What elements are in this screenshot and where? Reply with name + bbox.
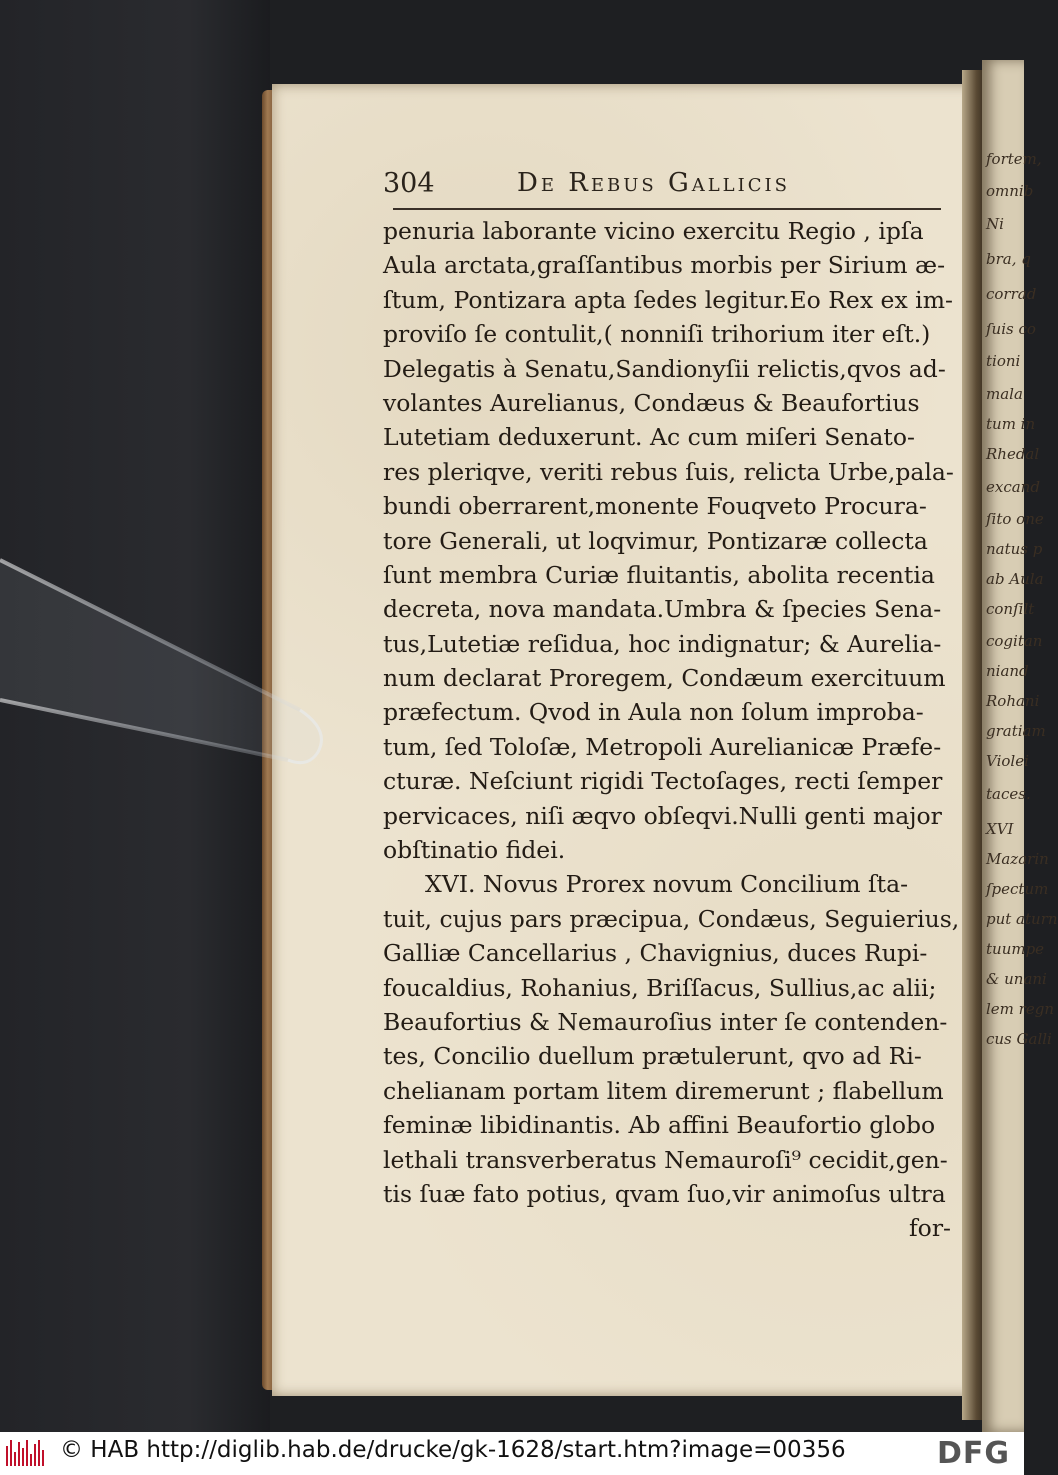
facing-page-fragment: Mazarin bbox=[986, 850, 1049, 868]
text-line: tis ſuæ fato potius, qvam ſuo,vir animoſus ultra bbox=[383, 1179, 946, 1208]
facing-page-fragment: Violei bbox=[986, 752, 1029, 770]
text-line: ſunt membra Curiæ fluitantis, abolita recentia bbox=[383, 560, 935, 589]
facing-page-fragment: XVI bbox=[986, 820, 1014, 838]
text-line: Galliæ Cancellarius , Chavignius, duces Rupi- bbox=[383, 939, 928, 968]
text-line: lethali transverberatus Nemauroſi⁹ cecidit,gen- bbox=[383, 1145, 948, 1174]
text-line: ſtum, Pontizara apta ſedes legitur.Eo Rex ex im- bbox=[383, 285, 953, 314]
text-line: proviſo ſe contulit,( nonniſi trihorium iter eſt.) bbox=[383, 320, 931, 349]
facing-page-fragment: corrad bbox=[986, 285, 1037, 303]
facing-page-fragment: natus p bbox=[986, 540, 1043, 558]
footer-credit-link[interactable]: © HAB http://diglib.hab.de/drucke/gk-1628/start.htm?image=00356 bbox=[60, 1437, 846, 1463]
text-line: res pleriqve, veriti rebus ſuis, relicta Urbe,pala- bbox=[383, 457, 954, 486]
text-line: decreta, nova mandata.Umbra & ſpecies Sena- bbox=[383, 595, 942, 624]
text-line: volantes Aurelianus, Condæus & Beaufortius bbox=[383, 388, 920, 417]
text-line: penuria laborante vicino exercitu Regio , ipſa bbox=[383, 217, 924, 245]
text-line: tuit, cujus pars præcipua, Condæus, Seguierius, bbox=[383, 904, 960, 933]
facing-page-fragment: excand bbox=[986, 478, 1040, 496]
text-line: Lutetiam deduxerunt. Ac cum miſeri Senato- bbox=[383, 423, 915, 452]
facing-page-fragment: ſpectum bbox=[986, 880, 1049, 898]
facing-page-fragment: tioni bbox=[986, 352, 1021, 370]
text-line: chelianam portam litem diremerunt ; flabellum bbox=[383, 1076, 944, 1105]
facing-page-fragment: gratiam bbox=[986, 722, 1046, 740]
facing-page-fragment: mala bbox=[986, 385, 1023, 403]
dfg-logo: DFG bbox=[936, 1436, 1010, 1471]
header-rule bbox=[393, 208, 941, 210]
facing-page-fragment: taces. bbox=[986, 785, 1031, 803]
running-title: De Rebus Gallicis bbox=[517, 168, 790, 198]
facing-page-fragment: ſuis co bbox=[986, 320, 1036, 338]
facing-page-fragment: Rohani bbox=[986, 692, 1040, 710]
text-line: tore Generali, ut loqvimur, Pontizaræ collecta bbox=[383, 526, 928, 555]
text-line: num declarat Proregem, Condæum exercituum bbox=[383, 664, 946, 693]
text-line: tes, Concilio duellum prætulerunt, qvo ad Ri- bbox=[383, 1042, 922, 1071]
body-text bbox=[383, 214, 960, 1246]
facing-page-fragment: niand bbox=[986, 662, 1029, 680]
text-line: Aula arctata,graſſantibus morbis per Sirium æ- bbox=[383, 251, 946, 280]
facing-page-fragment: Ni bbox=[986, 215, 1004, 233]
facing-page-fragment: ab Aula bbox=[986, 570, 1044, 588]
text-line: tus,Lutetiæ reſidua, hoc indignatur; & Aurelia- bbox=[383, 629, 942, 658]
hab-logo-icon bbox=[6, 1440, 44, 1466]
facing-page-fragment: tum in bbox=[986, 415, 1036, 433]
facing-page-fragment: put aturn bbox=[986, 910, 1058, 928]
facing-page-fragment: ſito one bbox=[986, 510, 1044, 528]
text-line: XVI. Novus Prorex novum Concilium ſta- bbox=[425, 870, 909, 899]
facing-page-edge bbox=[982, 60, 1058, 1432]
facing-page-fragment: cus Galli bbox=[986, 1030, 1052, 1048]
facing-page-fragment: conſilt bbox=[986, 600, 1035, 618]
text-line: tum, ſed Toloſæ, Metropoli Aurelianicæ Præfe- bbox=[383, 732, 942, 761]
text-line: feminæ libidinantis. Ab affini Beaufortio globo bbox=[383, 1111, 936, 1140]
facing-page-fragment: cogitan bbox=[986, 632, 1043, 650]
page-number: 304 bbox=[383, 168, 435, 199]
facing-page-fragment: lem regn bbox=[986, 1000, 1054, 1018]
text-line: Delegatis à Senatu,Sandionyſii relictis,qvos ad- bbox=[383, 354, 946, 383]
text-line: cturæ. Neſciunt rigidi Tectoſages, recti ſemper bbox=[383, 767, 943, 796]
facing-page-fragment: & unani bbox=[986, 970, 1047, 988]
running-head bbox=[383, 168, 953, 208]
facing-page-fragment: bra, q bbox=[986, 250, 1031, 268]
facing-page-fragment: Rhedal bbox=[986, 445, 1040, 463]
glass-page-holder bbox=[0, 560, 330, 780]
catchword: for- bbox=[908, 1214, 951, 1243]
facing-page-fragment: omnib bbox=[986, 182, 1034, 200]
facing-page-fragment: tuumpe bbox=[986, 940, 1045, 958]
text-line: obſtinatio fidei. bbox=[383, 836, 566, 865]
footer-bar bbox=[0, 1432, 1024, 1475]
text-line: pervicaces, niſi æqvo obſeqvi.Nulli genti major bbox=[383, 801, 942, 830]
text-line: Beaufortius & Nemauroſius inter ſe contenden- bbox=[383, 1007, 948, 1036]
text-line: foucaldius, Rohanius, Briſſacus, Sullius,ac alii; bbox=[383, 973, 937, 1002]
text-line: bundi oberrarent,monente Fouqveto Procura- bbox=[383, 492, 927, 521]
text-line: præfectum. Qvod in Aula non ſolum improba- bbox=[383, 698, 924, 727]
facing-page-fragment: fortem, bbox=[986, 150, 1042, 168]
